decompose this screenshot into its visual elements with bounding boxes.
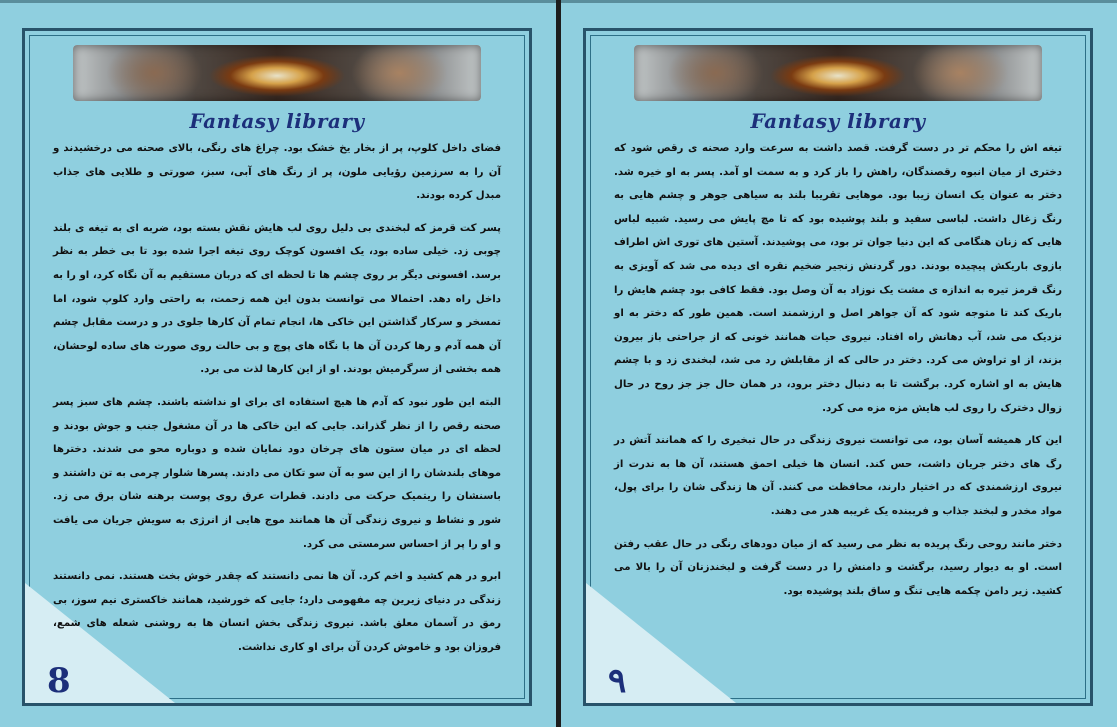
page-number: 8 [47, 661, 71, 701]
left-page [0, 0, 556, 727]
page-top-edge [561, 0, 1117, 3]
header-banner-image [73, 45, 481, 101]
page-top-edge [0, 0, 556, 3]
book-title: Fantasy library [750, 109, 926, 133]
paragraph: ابرو در هم کشید و اخم کرد. آن ها نمی دانستند که چقدر خوش بخت هستند. نمی دانستند زندگی در دنیای زیرین چه مفهومی دارد؛ جایی که خورشید، همانند خاکستری نیم سوز، بی رمق در آسمان معلق باشد. نیروی زندگی بخش انسان ها به روشنی شعله های شمع، فروزان بود و خاموش کردن آن برای او کاری نداشت. [53, 571, 501, 653]
page-frame [583, 28, 1093, 706]
page-text [53, 137, 501, 668]
paragraph: فضای داخل کلوپ، پر از بخار یخ خشک بود. چراغ های رنگی، بالای صحنه می درخشیدند و آن را به سرزمین رؤیایی ملون، پر از رنگ های آبی، سبز، صورتی و طلایی های جذاب مبدل کرده بودند. [53, 143, 501, 202]
paragraph: دختر مانند روحی رنگ پریده به نظر می رسید که از میان دودهای رنگی در حال عقب رفتن است. او به دیوار رسید، برگشت و دامنش را در دست گرفت و لبخندزنان آن را بالا می کشید. زیر دامن چکمه هایی تنگ و ساق بلند پوشیده بود. [614, 538, 1062, 597]
paragraph: این کار همیشه آسان بود، می توانست نیروی زندگی در حال تبخیری را که همانند آتش در رگ های دختر جریان داشت، حس کند. انسان ها خیلی احمق هستند، آن ها به ندرت از نیروی ارزشمندی که در اختیار دارند، محافظت می کنند. آن ها زندگی شان را برای پول، مواد مخدر و لبخند جذاب و فریبنده یک غریبه هدر می دهند. [614, 435, 1062, 517]
header-banner-image [634, 45, 1042, 101]
book-title: Fantasy library [189, 109, 365, 133]
paragraph: تیغه اش را محکم تر در دست گرفت. قصد داشت به سرعت وارد صحنه ی رقص شود که دختری از میان انبوه رقصندگان، راهش را باز کرد و به سمت او آمد. پسر به او خیره شد. دختر به عنوان یک انسان زیبا بود. موهایی تقریبا بلند به سیاهی جوهر و چشم هایی به رنگ زغال داشت. لباسی سفید و بلند پوشیده بود که تا مچ پایش می رسید. شبیه لباس هایی که زنان هنگامی که این دنیا جوان تر بود، می پوشیدند. آستین های توری اش اطراف بازوی باریکش پیچیده بودند. دور گردنش زنجیر ضخیم نقره ای دیده می شد که آویزی به رنگ قرمز تیره به اندازه ی مشت یک نوزاد به آن وصل بود. فقط کافی بود چشم هایش را باریک کند تا متوجه شود که آن جواهر اصل و ارزشمند است. همین طور که دختر به او نزدیک می شد، آب دهانش راه افتاد. نیروی حیات همانند خونی که از جراحتی باز بیرون بزند، از او تراوش می کرد. دختر در حالی که از مقابلش رد می شد، لبخندی زد و با چشم هایش به او اشاره کرد. برگشت تا به دنبال دختر برود، در همان حال جز جز روح در حال زوال دخترک را روی لب هایش مزه مزه می کرد. [614, 143, 1062, 414]
right-page [561, 0, 1117, 727]
page-frame [22, 28, 532, 706]
page-text [614, 137, 1062, 612]
paragraph: البته این طور نبود که آدم ها هیچ استفاده ای برای او نداشته باشند. چشم های سبز پسر صحنه رقص را از نظر گذراند. جایی که این خاکی ها در آن مشغول جنب و جوش بودند و لحظه ای در میان ستون های چرخان دود نمایان شده و دوباره محو می شدند. دخترها موهای بلندشان را از این سو به آن سو تکان می دادند. پسرها شلوار چرمی به تن داشتند و باسنشان را ریتمیک حرکت می دادند. قطرات عرق روی پوست برهنه شان برق می زد. شور و نشاط و نیروی زندگی آن ها همانند موج هایی از انرژی به سویش جریان می یافت و او را پر از احساس سرمستی می کرد. [53, 396, 501, 550]
paragraph: پسر کت قرمز که لبخندی بی دلیل روی لب هایش نقش بسته بود، ضربه ای به تیغه ی بلند چوبی زد. خیلی ساده بود، یک افسون کوچک روی تیغه اجرا شده بود تا بی خطر به نظر برسد. افسونی دیگر بر روی چشم ها تا لحظه ای که دربان مستقیم به آن نگاه کرد، او را به داخل راه دهد. احتمالا می توانست بدون این همه زحمت، به راحتی وارد کلوپ شود، اما تمسخر و سرکار گذاشتن این خاکی ها، انجام تمام آن کارها جلوی در و درست مقابل چشم آن همه آدم و رها کردن آن ها با نگاه های پوچ و بی حالت روی صورت های ساده لوحشان، همه بخشی از سرگرمیش بودند. او از این کارها لذت می برد. [53, 222, 501, 376]
page-number: ٩ [608, 661, 627, 701]
